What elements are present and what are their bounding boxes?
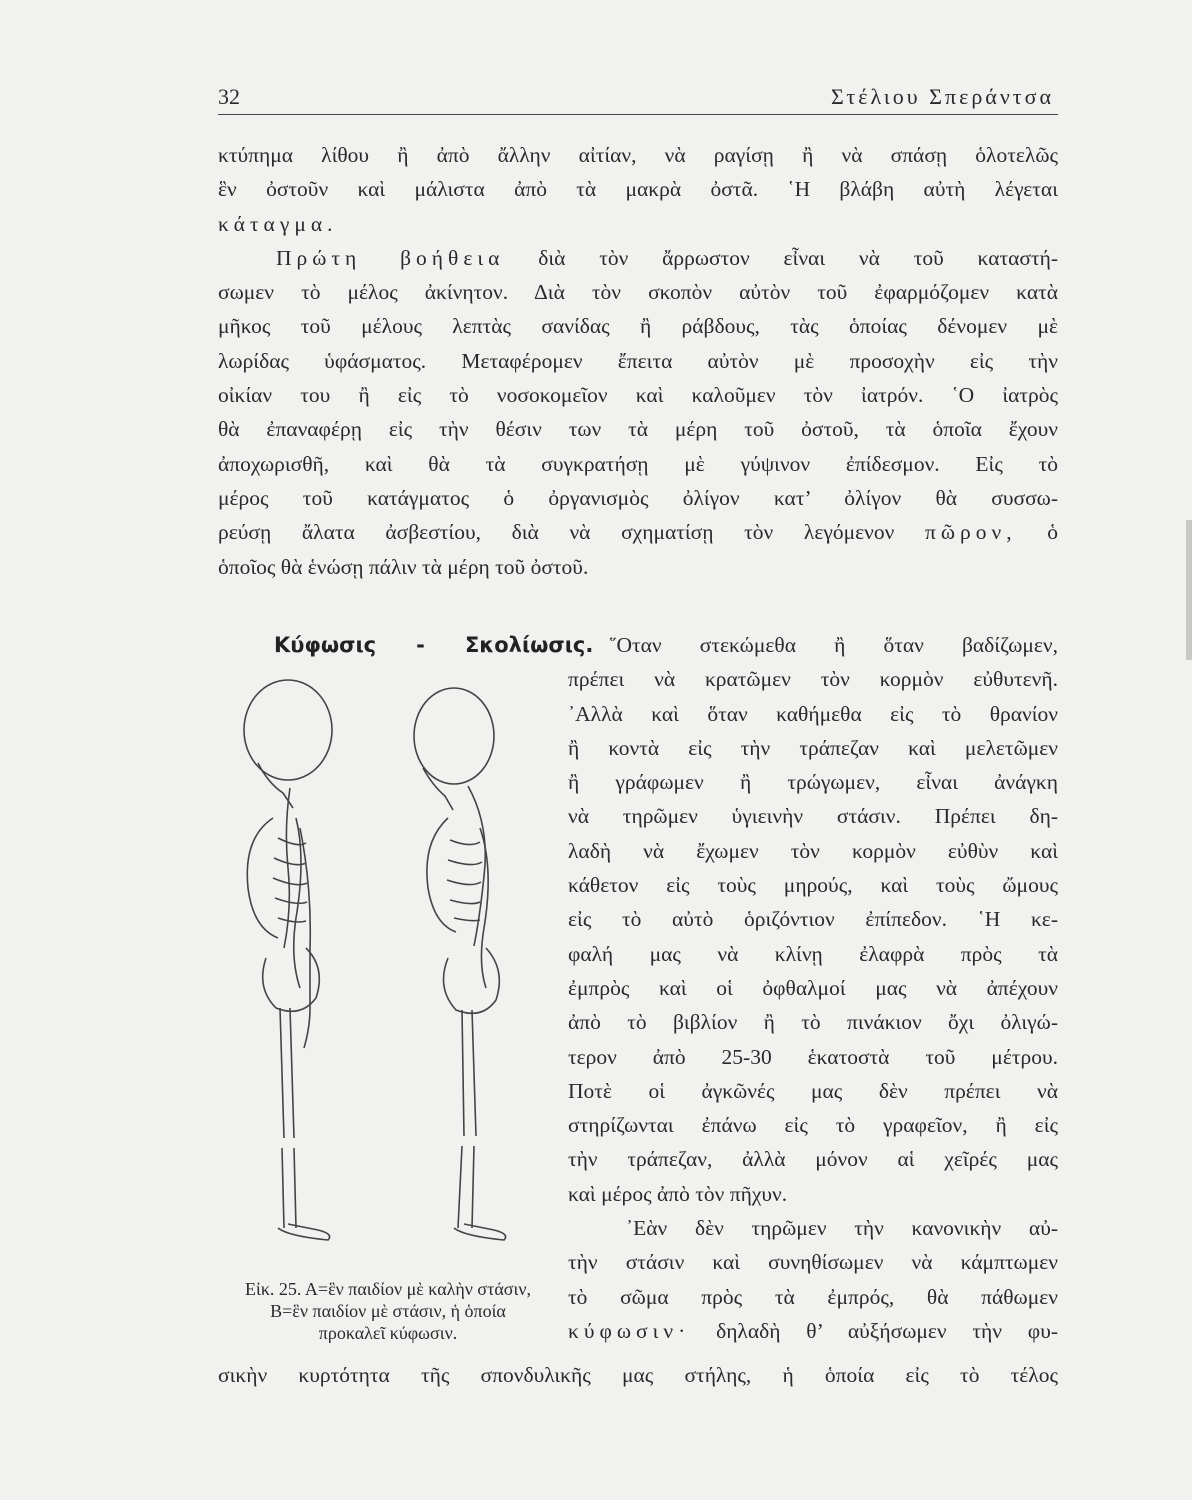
text-fragment: δηλαδὴ θ’ αὐξήσωμεν τὴν φυ- — [716, 1318, 1058, 1343]
text-line: κάθετον εἰς τοὺς μηρούς, καὶ τοὺς ὤμους — [568, 873, 1058, 898]
closing-text — [218, 1358, 1058, 1392]
text-fragment: ρεύσῃ ἄλατα ἀσβεστίου, διὰ νὰ σχηματίσῃ τὸν λεγόμενον — [218, 520, 895, 545]
page-header — [218, 84, 1058, 115]
running-title: Στέλιου Σπεράντσα — [830, 84, 1054, 109]
text-fragment: διὰ τὸν ἄρρωστον εἶναι νὰ τοῦ καταστή- — [538, 245, 1059, 270]
text-line: τὴν τράπεζαν, ἀλλὰ μόνον αἱ χεῖρές μας — [568, 1147, 1058, 1172]
text-line: καὶ μέρος ἀπὸ τὸν πῆχυν. — [568, 1181, 788, 1206]
term-first-aid: Πρώτη βοήθεια — [276, 245, 505, 270]
text-line: ἐμπρὸς καὶ οἱ ὀφθαλμοί μας νὰ ἀπέχουν — [568, 975, 1058, 1000]
term-poros: πῶρον, — [925, 520, 1017, 545]
figure-kyphosis-posture — [414, 688, 506, 1240]
text-line: ἓν ὀστοῦν καὶ μάλιστα ἀπὸ τὰ μακρὰ ὀστᾶ. ῾Η βλάβη αὐτὴ λέγεται — [218, 177, 1058, 202]
text-line — [218, 515, 1058, 549]
text-line: κτύπημα λίθου ἢ ἀπὸ ἄλλην αἰτίαν, νὰ ραγίσῃ ἢ νὰ σπάσῃ ὁλοτελῶς — [218, 143, 1058, 167]
text-line: τὴν στάσιν καὶ συνηθίσωμεν νὰ κάμπτωμεν — [568, 1250, 1058, 1275]
text-line: ἀποχωρισθῆ, καὶ θὰ τὰ συγκρατήσῃ μὲ γύψινον ἐπίδεσμον. Εἰς τὸ — [218, 451, 1058, 476]
page-edge-shadow — [1186, 520, 1192, 660]
skeleton-figure — [218, 668, 548, 1258]
text-line: ὁποῖος θὰ ἑνώσῃ πάλιν τὰ μέρη τοῦ ὀστοῦ. — [218, 554, 589, 579]
text-line: νὰ τηρῶμεν ὑγιεινὴν στάσιν. Πρέπει δη- — [568, 804, 1058, 829]
text-line: ἀπὸ τὸ βιβλίον ἢ τὸ πινάκιον ὄχι ὀλιγώ- — [568, 1010, 1058, 1035]
figure-good-posture — [244, 680, 332, 1240]
text-line: μῆκος τοῦ μέλους λεπτὰς σανίδας ἢ ράβδους, τὰς ὁποίας δένομεν μὲ — [218, 314, 1058, 339]
intro-text — [218, 138, 1058, 584]
text-line: ἢ γράφωμεν ἢ τρώγωμεν, εἶναι ἀνάγκη — [568, 770, 1058, 795]
skeleton-illustration — [218, 668, 548, 1258]
text-line: οἰκίαν του ἢ εἰς τὸ νοσοκομεῖον καὶ καλοῦμεν τὸν ἰατρόν. ῾Ο ἰατρὸς — [218, 383, 1058, 408]
text-line: στηρίζωνται ἐπάνω εἰς τὸ γραφεῖον, ἢ εἰς — [568, 1113, 1058, 1138]
text-line: ᾿Αλλὰ καὶ ὅταν καθήμεθα εἰς τὸ θρανίον — [568, 701, 1058, 726]
right-column — [568, 662, 1058, 1348]
term-kyphosis: κύφωσιν· — [568, 1318, 691, 1343]
term-katagma: κάταγμα. — [218, 211, 338, 236]
text-line: τὸ σῶμα πρὸς τὰ ἐμπρός, θὰ πάθωμεν — [568, 1284, 1058, 1309]
text-line: θὰ ἐπαναφέρῃ εἰς τὴν θέσιν των τὰ μέρη τοῦ ὀστοῦ, τὰ ὁποῖα ἔχουν — [218, 417, 1058, 442]
text-line: σικὴν κυρτότητα τῆς σπονδυλικῆς μας στήλης, ἡ ὁποία εἰς τὸ τέλος — [218, 1363, 1058, 1387]
text-line: πρέπει νὰ κρατῶμεν τὸν κορμὸν εὐθυτενῆ. — [568, 667, 1058, 692]
section-first-line — [218, 628, 1058, 662]
text-line — [218, 241, 1058, 275]
text-line: τερον ἀπὸ 25-30 ἑκατοστὰ τοῦ μέτρου. — [568, 1044, 1058, 1069]
text-line: σωμεν τὸ μέλος ἀκίνητον. Διὰ τὸν σκοπὸν αὐτὸν τοῦ ἐφαρμόζομεν κατὰ — [218, 280, 1058, 305]
section-heading: Κύφωσις - Σκολίωσις. — [274, 633, 594, 657]
text-fragment: ῞Οταν στεκώμεθα ἢ ὅταν βαδίζωμεν, — [609, 633, 1058, 657]
text-line: λαδὴ νὰ ἔχωμεν τὸν κορμὸν εὐθὺν καὶ — [568, 838, 1058, 863]
page-number: 32 — [218, 84, 240, 109]
text-line: ᾿Εὰν δὲν τηρῶμεν τὴν κανονικὴν αὐ- — [626, 1216, 1058, 1241]
text-line: Ποτὲ οἱ ἀγκῶνές μας δὲν πρέπει νὰ — [568, 1078, 1058, 1103]
text-line: λωρίδας ὑφάσματος. Μεταφέρομεν ἔπειτα αὐτὸν μὲ προσοχὴν εἰς τὴν — [218, 348, 1058, 373]
text-line: ἢ κοντὰ εἰς τὴν τράπεζαν καὶ μελετῶμεν — [568, 735, 1058, 760]
text-line: εἰς τὸ αὐτὸ ὁριζόντιον ἐπίπεδον. ῾Η κε- — [568, 907, 1058, 932]
text-line: μέρος τοῦ κατάγματος ὁ ὀργανισμὸς ὀλίγον κατ’ ὀλίγον θὰ συσσω- — [218, 485, 1058, 510]
text-line — [568, 1314, 1058, 1348]
text-line: φαλή μας νὰ κλίνῃ ἐλαφρὰ πρὸς τὰ — [568, 941, 1058, 966]
text-fragment: ὁ — [1047, 520, 1059, 545]
figure-caption: Εἰκ. 25. Α=ἓν παιδίον μὲ καλὴν στάσιν, Β=ἓν παιδίον μὲ στάσιν, ἡ ὁποία προκαλεῖ κύφωσιν. — [245, 1279, 531, 1343]
kyphosis-section — [218, 628, 1058, 1343]
